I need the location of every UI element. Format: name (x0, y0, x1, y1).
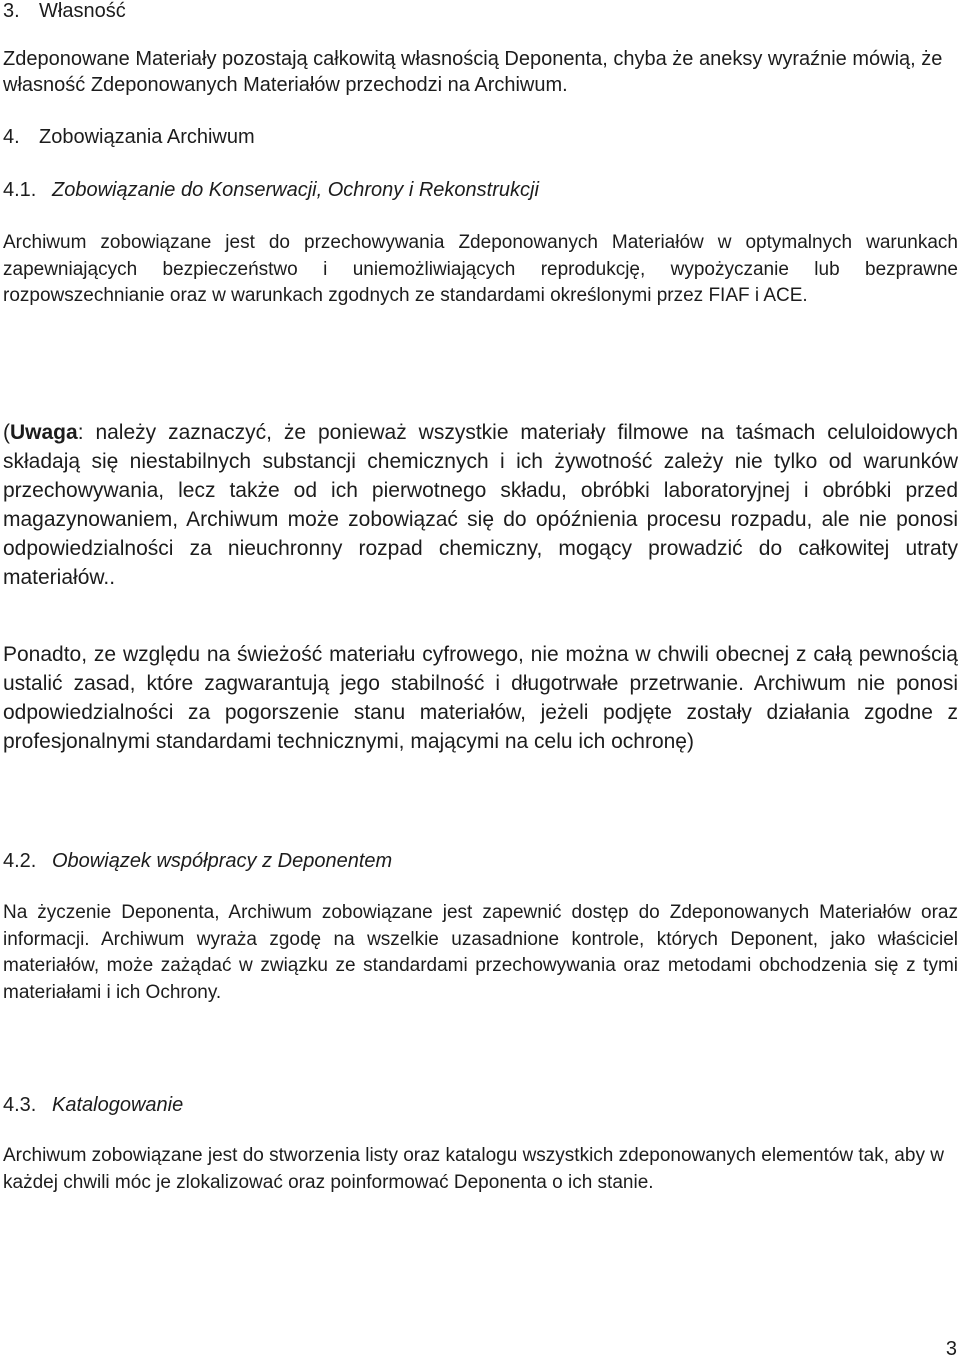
section-4-2-title: Obowiązek współpracy z Deponentem (52, 850, 393, 872)
note-label: Uwaga (10, 421, 78, 444)
section-4-2-heading (3, 848, 958, 874)
section-4-title: Zobowiązania Archiwum (39, 126, 255, 148)
section-4-1-heading (3, 177, 958, 203)
digital-paragraph: Ponadto, ze względu na świeżość materiału cyfrowego, nie można w chwili obecnej z całą pewnością ustalić zasad, które zagwarantują jego stabilność i długotrwałe przetrwanie. Archiwum nie ponosi odpowiedzialności za pogorszenie stanu materiałów, jeżeli podjęte zostały działania zgodne z profesjonalnymi standardami technicznymi, mającymi na celu ich ochronę) (3, 643, 958, 753)
section-4-2-number: 4.2. (3, 850, 37, 872)
note-open-paren: ( (3, 421, 10, 444)
section-4-3-heading (3, 1092, 958, 1118)
section-3-number: 3. (3, 0, 20, 22)
section-4-1-title: Zobowiązanie do Konserwacji, Ochrony i Rekonstrukcji (52, 179, 539, 201)
section-4-1-number: 4.1. (3, 179, 37, 201)
section-4-3-body: Archiwum zobowiązane jest do stworzenia listy oraz katalogu wszystkich zdeponowanych elementów tak, aby w każdej chwili móc je zlokalizować oraz poinformować Deponenta o ich stanie. (3, 1145, 944, 1193)
section-4-2-body: Na życzenie Deponenta, Archiwum zobowiązane jest zapewnić dostęp do Zdeponowanych Materiałów oraz informacji. Archiwum wyraża zgodę na wszelkie uzasadnione kontrole, których Deponent, jako właściciel materiałów, może zażądać w związku ze standardami przechowywania oraz metodami obchodzenia się z tymi materiałami i ich Ochrony. (3, 902, 958, 1003)
section-4-3-number: 4.3. (3, 1094, 37, 1116)
section-4-3-title: Katalogowanie (52, 1094, 184, 1116)
section-3-heading (3, 0, 958, 24)
section-3-body: Zdeponowane Materiały pozostają całkowitą własnością Deponenta, chyba że aneksy wyraźnie mówią, że własność Zdeponowanych Materiałów przechodzi na Archiwum. (3, 48, 943, 96)
section-4-number: 4. (3, 126, 20, 148)
note-paragraph (3, 418, 958, 592)
page-number: 3 (945, 1338, 957, 1360)
section-4-heading (3, 124, 958, 150)
note-text: : należy zaznaczyć, że ponieważ wszystkie materiały filmowe na taśmach celuloidowych składają się niestabilnych substancji chemicznych i ich żywotność zależy nie tylko od warunków przechowywania, lecz także od ich pierwotnego składu, obróbki laboratoryjnej i obróbki przed magazynowaniem, Archiwum może zobowiązać się do opóźnienia procesu rozpadu, ale nie ponosi odpowiedzialności za nieuchronny rozpad chemiczny, mogący prowadzić do całkowitej utraty materiałów.. (3, 421, 958, 589)
section-3-title: Własność (39, 0, 126, 22)
section-4-1-body: Archiwum zobowiązane jest do przechowywania Zdeponowanych Materiałów w optymalnych warunkach zapewniających bezpieczeństwo i uniemożliwiających reprodukcję, wypożyczanie lub bezprawne rozpowszechnianie oraz w warunkach zgodnych ze standardami określonymi przez FIAF i ACE. (3, 232, 958, 306)
